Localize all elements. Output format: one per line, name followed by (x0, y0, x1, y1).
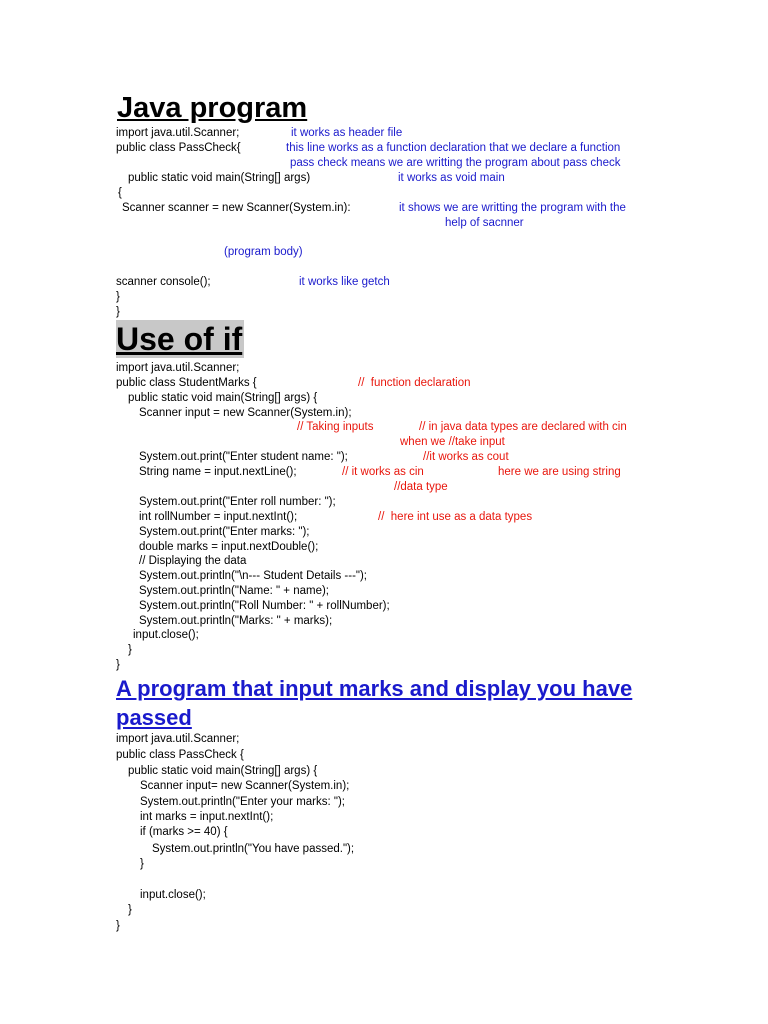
code-line: if (marks >= 40) { (140, 826, 228, 838)
comment-line: this line works as a function declaration that we declare a function (286, 142, 621, 154)
comment-line: when we //take input (400, 436, 505, 448)
heading-pass-program: A program that input marks and display you have (116, 676, 633, 701)
comment-line: // here int use as a data types (378, 511, 533, 523)
code-line: } (116, 291, 120, 303)
code-line: import java.util.Scanner; (116, 127, 240, 139)
code-line: input.close(); (140, 889, 206, 901)
comment-line: it shows we are writting the program with the (399, 202, 626, 214)
code-line: String name = input.nextLine(); (139, 466, 297, 478)
comment-line: // in java data types are declared with cin (419, 421, 627, 433)
code-line: Scanner scanner = new Scanner(System.in): (122, 202, 351, 214)
code-line: import java.util.Scanner; (116, 362, 240, 374)
comment-line: it works as void main (398, 172, 505, 184)
comment-line: // function declaration (358, 377, 471, 389)
comment-line: help of sacnner (445, 217, 524, 229)
code-line: input.close(); (133, 629, 199, 641)
comment-line: it works like getch (299, 276, 390, 288)
code-line: System.out.println("\n--- Student Details ---"); (139, 570, 368, 582)
heading-java-program: Java program (117, 92, 308, 124)
code-line: System.out.println("Marks: " + marks); (139, 615, 333, 627)
code-line: System.out.print("Enter roll number: "); (139, 496, 336, 508)
code-line: System.out.println("Enter your marks: "); (140, 796, 346, 808)
code-line: int marks = input.nextInt(); (140, 811, 274, 823)
comment-line: it works as header file (291, 127, 403, 139)
code-line: double marks = input.nextDouble(); (139, 541, 319, 553)
comment-line: //data type (394, 481, 448, 493)
code-line: System.out.print("Enter marks: "); (139, 526, 310, 538)
code-line: public static void main(String[] args) (128, 172, 311, 184)
heading-pass-program-cont: passed (116, 705, 192, 730)
code-line: } (116, 920, 120, 932)
code-line: int rollNumber = input.nextInt(); (139, 511, 298, 523)
code-line: Scanner input = new Scanner(System.in); (139, 407, 352, 419)
code-line: scanner console(); (116, 276, 211, 288)
code-line: public class PassCheck { (116, 749, 244, 761)
heading-use-of-if: Use of if (116, 321, 243, 357)
code-line: } (140, 858, 144, 870)
comment-line: // it works as cin (342, 466, 424, 478)
code-line: Scanner input= new Scanner(System.in); (140, 780, 350, 792)
code-line: // Displaying the data (139, 555, 247, 567)
comment-line: (program body) (224, 246, 303, 258)
code-line: public static void main(String[] args) { (128, 765, 318, 777)
code-line: } (128, 644, 132, 656)
code-line: public class PassCheck{ (116, 142, 241, 154)
code-line: import java.util.Scanner; (116, 733, 240, 745)
code-line: } (116, 659, 120, 671)
comment-line: here we are using string (498, 466, 621, 478)
code-line: } (128, 904, 132, 916)
code-line: System.out.println("Roll Number: " + rollNumber); (139, 600, 390, 612)
code-line: } (116, 306, 120, 318)
code-line: System.out.print("Enter student name: "); (139, 451, 348, 463)
comment-line: //it works as cout (423, 451, 509, 463)
code-line: public static void main(String[] args) { (128, 392, 318, 404)
comment-line: pass check means we are writting the program about pass check (290, 157, 621, 169)
code-line: System.out.println("You have passed."); (152, 843, 355, 855)
code-line: { (118, 187, 122, 199)
code-line: System.out.println("Name: " + name); (139, 585, 329, 597)
code-line: public class StudentMarks { (116, 377, 257, 389)
comment-line: // Taking inputs (297, 421, 374, 433)
